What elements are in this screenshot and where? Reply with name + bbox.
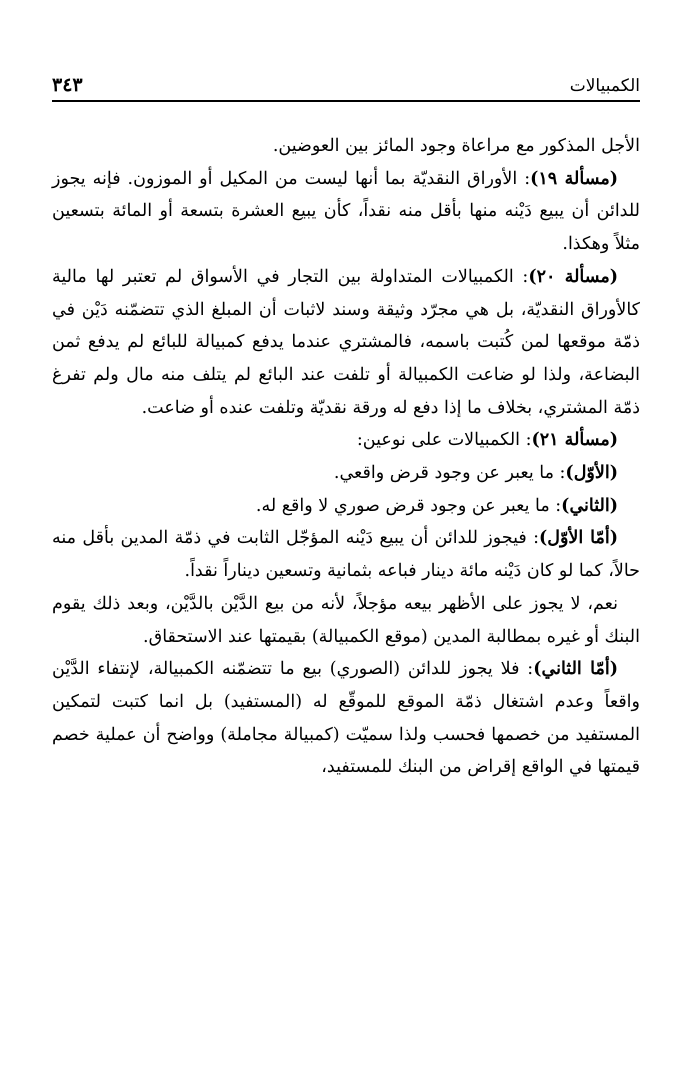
paragraph-text: : فيجوز للدائن أن يبيع دَيْنه المؤجّل الثابت في ذمّة المدين بأقل منه حالاً، كما لو كان دَيْنه مائة دينار فباعه بثمانية وتسعين ديناراً نقداً.	[52, 528, 640, 582]
paragraph	[52, 522, 640, 587]
paragraph	[52, 130, 640, 163]
section-label: (أمّا الثاني)	[533, 659, 619, 680]
issue-label: (مسألة ٢٠)	[528, 266, 619, 287]
paragraph	[52, 588, 640, 653]
paragraph-text: نعم، لا يجوز على الأظهر بيعه مؤجلاً، لأنه من بيع الدَّيْن بالدَّيْن، وبعد ذلك يقوم البنك أو غيره بمطالبة المدين (موقع الكمبيالة) بقيمتها عند الاستحقاق.	[52, 593, 640, 647]
body-text	[52, 130, 640, 784]
paragraph-text: : الكمبيالات على نوعين:	[356, 430, 532, 451]
running-title: الكمبيالات	[569, 76, 640, 96]
paragraph-text: : فلا يجوز للدائن (الصوري) بيع ما تتضمّنه الكمبيالة، لإنتفاء الدَّيْن واقعاً وعدم اشتغال ذمّة الموقع للموقّع له (المستفيد) بل انما كتبت لتمكين المستفيد من خصمها فحسب ولذا سميّت (كمبيالة مجاملة) وواضح أن عملية خصم قيمتها في الواقع إقراض من البنك للمستفيد،	[52, 659, 640, 778]
paragraph	[52, 163, 640, 261]
paragraph-text: : الكمبيالات المتداولة بين التجار في الأسواق لم تعتبر لها مالية كالأوراق النقديّة، بل هي مجرّد وثيقة وسند لاثبات أن المبلغ الذي تتضمّنه دَيْن في ذمّة موقعها لمن كُتبت باسمه، فالمشتري عندما يدفع كمبيالة للبائع لم يدفع ثمن البضاعة، ولذا لو ضاعت الكمبيالة أو تلفت عند البائع لم يتلف منه مال ولم تفرغ ذمّة المشتري، بخلاف ما إذا دفع له ورقة نقديّة وتلفت عنده أو ضاعت.	[52, 266, 640, 418]
paragraph-text: : ما يعبر عن وجود قرض واقعي.	[333, 463, 566, 484]
issue-label: (مسألة ٢١)	[531, 430, 618, 451]
paragraph-text: : الأوراق النقديّة بما أنها ليست من المكيل أو الموزون. فإنه يجوز للدائن أن يبيع دَيْنه منها بأقل منه نقداً، كأن يبيع العشرة بتسعة أو المائة بتسعين مثلاً وهكذا.	[52, 168, 640, 255]
paragraph	[52, 653, 640, 784]
section-label: (الأوّل)	[565, 463, 618, 484]
paragraph	[52, 457, 640, 490]
paragraph	[52, 261, 640, 425]
page-header	[52, 62, 640, 102]
paragraph-text: الأجل المذكور مع مراعاة وجود المائز بين العوضين.	[272, 136, 640, 156]
section-label: (الثاني)	[561, 495, 618, 516]
paragraph-text: : ما يعبر عن وجود قرض صوري لا واقع له.	[255, 495, 562, 516]
paragraph	[52, 490, 640, 523]
paragraph	[52, 424, 640, 457]
page-number: ٣٤٣	[52, 74, 83, 96]
issue-label: (مسألة ١٩)	[530, 168, 618, 189]
section-label: (أمّا الأوّل)	[538, 528, 618, 549]
